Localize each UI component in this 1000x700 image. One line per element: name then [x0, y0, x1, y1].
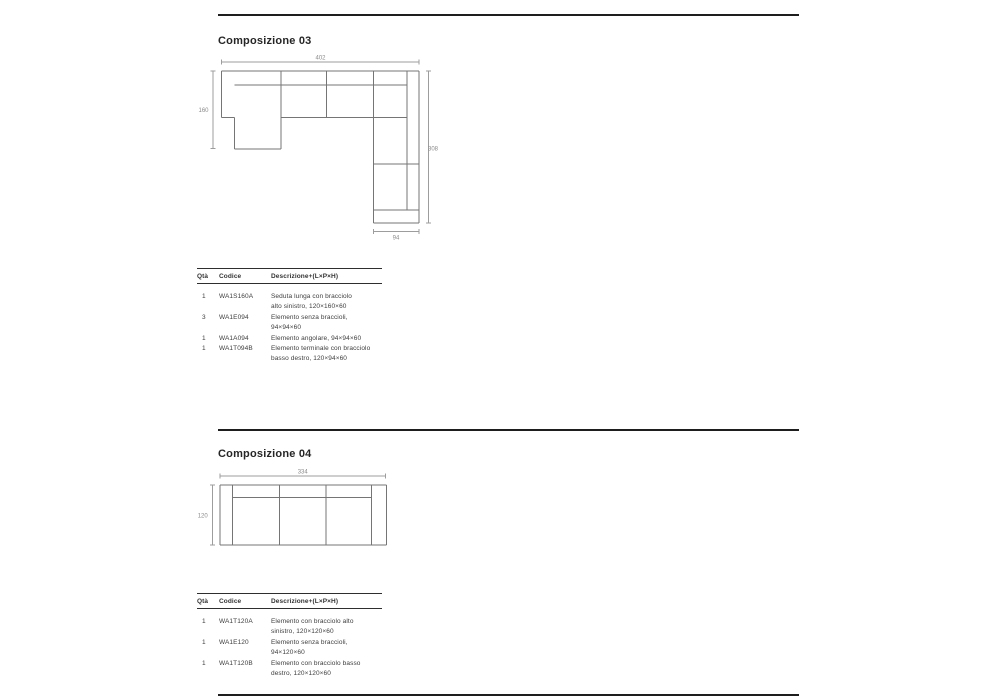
code-cell: WA1E094	[219, 313, 249, 321]
desc-cell: Elemento terminale con bracciolo basso destro, 120×94×60	[271, 345, 371, 363]
code-cell: WA1T120A	[219, 618, 253, 625]
qty-cell: 1	[202, 293, 206, 300]
table-row	[197, 334, 382, 344]
dim-left-label: 120	[197, 513, 208, 520]
code-cell: WA1A094	[219, 334, 249, 342]
desc-cell: Elemento senza braccioli, 94×94×60	[271, 313, 348, 332]
code-cell: WA1E120	[219, 638, 249, 646]
sofa-outline	[222, 71, 419, 223]
table-row	[197, 659, 382, 680]
dim-top-label: 334	[297, 469, 308, 476]
desc-cell: Seduta lunga con bracciolo alto sinistro, 120×160×60	[271, 293, 353, 311]
qty-cell: 1	[202, 618, 206, 625]
composition-03-diagram	[195, 50, 441, 245]
desc-cell: Elemento con bracciolo alto sinistro, 120×120×60	[271, 618, 354, 636]
table-row	[197, 617, 382, 638]
composition-04-parts-table	[197, 593, 382, 679]
table-row	[197, 344, 382, 365]
code-cell: WA1S160A	[219, 293, 254, 300]
dim-right-label: 308	[427, 146, 439, 153]
code-cell: WA1T120B	[219, 659, 253, 667]
section-divider	[218, 429, 799, 431]
table-body	[197, 609, 382, 679]
table-row	[197, 638, 382, 659]
top-divider	[218, 14, 799, 16]
dim-top-label: 402	[315, 55, 326, 62]
dimension-lines	[211, 60, 432, 235]
composition-04-title: Composizione 04	[218, 448, 312, 461]
qty-cell: 1	[202, 638, 206, 646]
composition-03-parts-table	[197, 268, 382, 365]
table-row	[197, 313, 382, 334]
dim-left-label: 160	[198, 108, 209, 114]
qty-cell: 1	[202, 659, 206, 667]
code-header: Codice	[219, 273, 242, 280]
desc-cell: Elemento angolare, 94×94×60	[271, 334, 362, 342]
qty-header: Qtà	[197, 598, 209, 605]
qty-cell: 1	[202, 334, 206, 342]
code-cell: WA1T094B	[219, 345, 253, 353]
desc-header: Descrizione+(L×P×H)	[271, 598, 339, 605]
code-header: Codice	[219, 598, 242, 605]
qty-cell: 3	[202, 313, 206, 321]
desc-cell: Elemento senza braccioli, 94×120×60	[271, 638, 348, 657]
qty-cell: 1	[202, 345, 206, 353]
composition-04-diagram	[195, 465, 441, 555]
dim-bottom-label: 94	[392, 235, 400, 242]
bottom-divider	[218, 694, 799, 696]
desc-header: Descrizione+(L×P×H)	[271, 273, 339, 280]
dimension-lines	[210, 474, 385, 546]
table-header	[197, 594, 382, 608]
table-header	[197, 269, 382, 283]
table-body	[197, 284, 382, 365]
composition-03-title: Composizione 03	[218, 35, 312, 48]
desc-cell: Elemento con bracciolo basso destro, 120×120×60	[271, 659, 361, 678]
qty-header: Qtà	[197, 273, 209, 280]
sofa-outline	[220, 485, 387, 545]
table-row	[197, 292, 382, 313]
